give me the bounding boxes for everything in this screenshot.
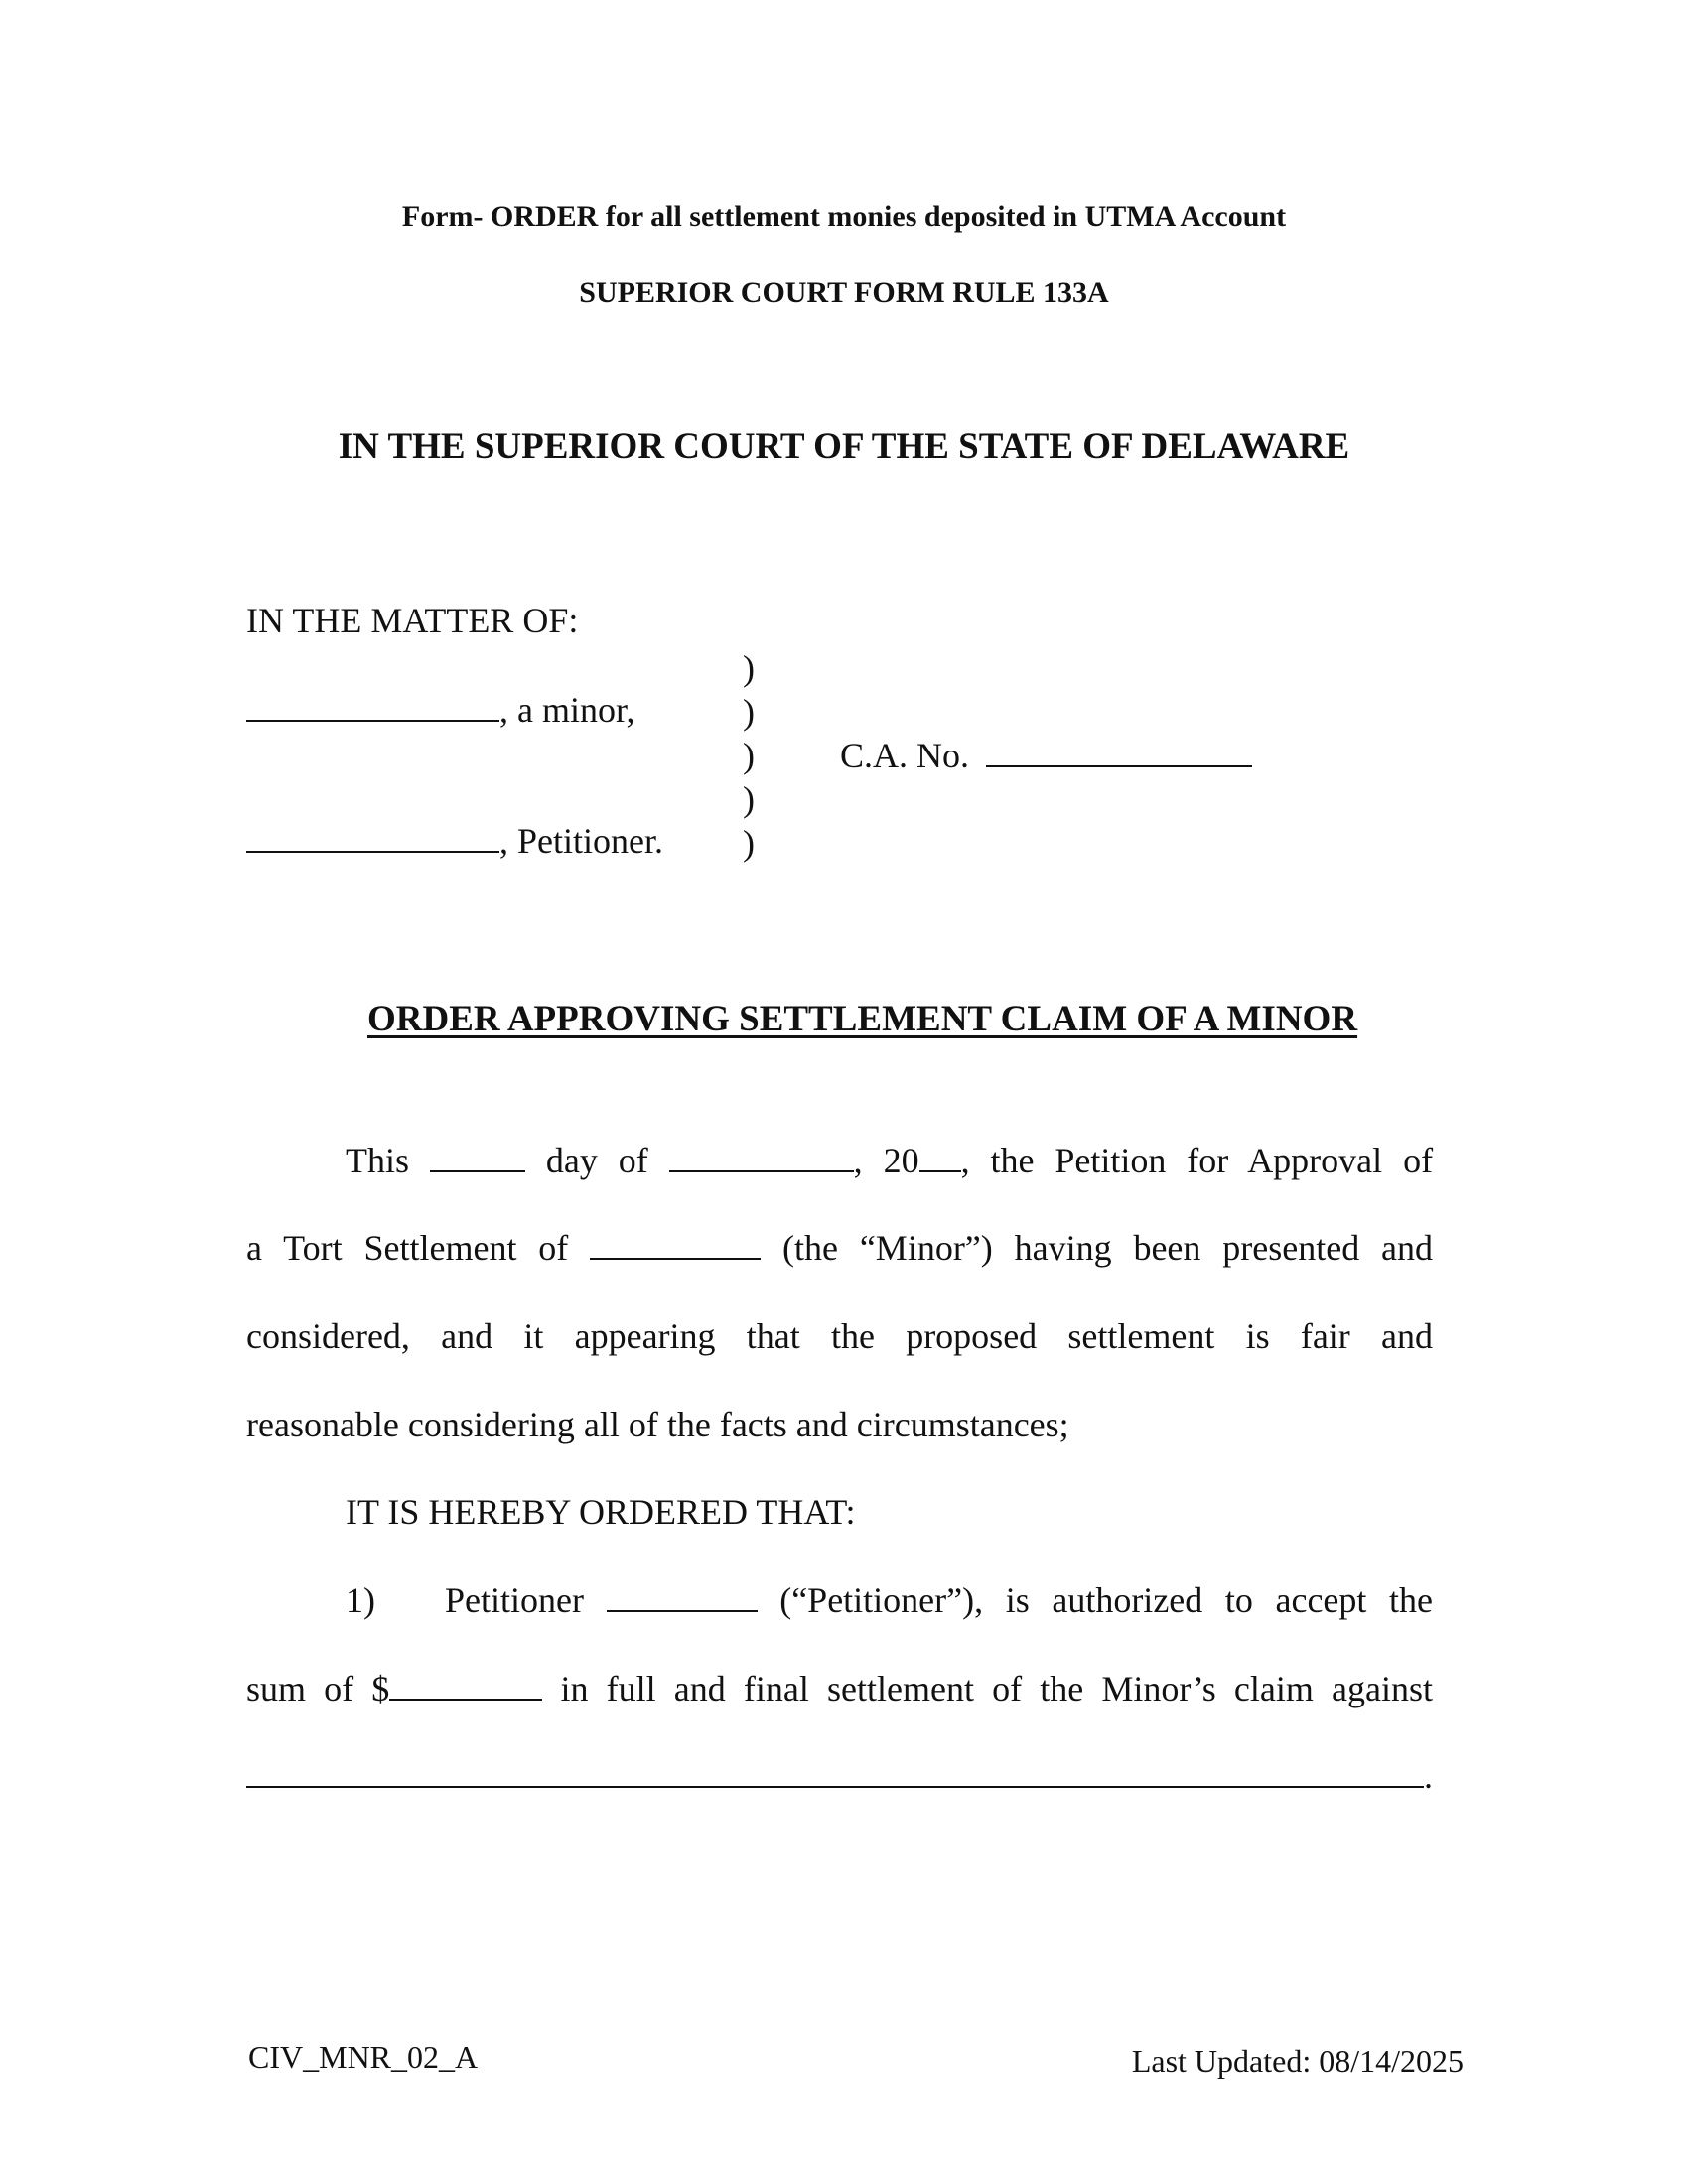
case-number-label: C.A. No.: [840, 736, 970, 775]
day-field[interactable]: [430, 1147, 525, 1172]
case-number-field[interactable]: [986, 764, 1252, 767]
petitioner-field[interactable]: [607, 1586, 758, 1612]
item-number: 1): [346, 1580, 375, 1620]
year-field[interactable]: [919, 1147, 961, 1172]
petitioner-name-field[interactable]: [246, 850, 499, 853]
caption-paren: ): [743, 648, 755, 688]
paragraph-line: reasonable considering all of the facts and circumstances;: [246, 1405, 1069, 1444]
minor-field[interactable]: [590, 1234, 761, 1260]
caption-paren: ): [743, 736, 755, 775]
paragraph-line: This day of , 20 , the Petition for Approval of: [346, 1141, 1434, 1180]
paragraph-line: a Tort Settlement of (the “Minor”) having been presented and: [246, 1228, 1434, 1268]
minor-name-field[interactable]: [246, 719, 499, 722]
form-title: Form- ORDER for all settlement monies deposited in UTMA Account: [401, 201, 1287, 233]
caption-paren: ): [743, 692, 755, 732]
amount-field[interactable]: [389, 1675, 542, 1701]
month-field[interactable]: [669, 1147, 854, 1172]
matter-label: IN THE MATTER OF:: [246, 601, 579, 640]
ordered-statement: IT IS HEREBY ORDERED THAT:: [346, 1492, 856, 1532]
last-updated: Last Updated: 08/14/2025: [1131, 2043, 1464, 2079]
minor-name-line: [246, 689, 635, 731]
caption-paren: ): [743, 823, 755, 863]
form-rule: SUPERIOR COURT FORM RULE 133A: [579, 276, 1109, 309]
petitioner-suffix: , Petitioner.: [499, 821, 663, 861]
petitioner-name-line: [246, 820, 663, 862]
paragraph-line: sum of $ in full and final settlement of the Minor’s claim against: [246, 1669, 1433, 1708]
caption-paren: ): [743, 779, 755, 819]
minor-suffix: , a minor,: [499, 690, 635, 730]
paragraph-line: considered, and it appearing that the proposed settlement is fair and: [246, 1316, 1433, 1356]
form-code: CIV_MNR_02_A: [248, 2039, 479, 2075]
paragraph-line: Petitioner (“Petitioner”), is authorized to accept the: [445, 1580, 1433, 1620]
order-heading: ORDER APPROVING SETTLEMENT CLAIM OF A MINOR: [367, 999, 1358, 1039]
case-number-line: [840, 735, 1252, 776]
court-title: IN THE SUPERIOR COURT OF THE STATE OF DELAWARE: [338, 426, 1350, 467]
defendant-field[interactable]: [246, 1762, 1424, 1788]
defendant-line: .: [246, 1755, 1433, 1797]
